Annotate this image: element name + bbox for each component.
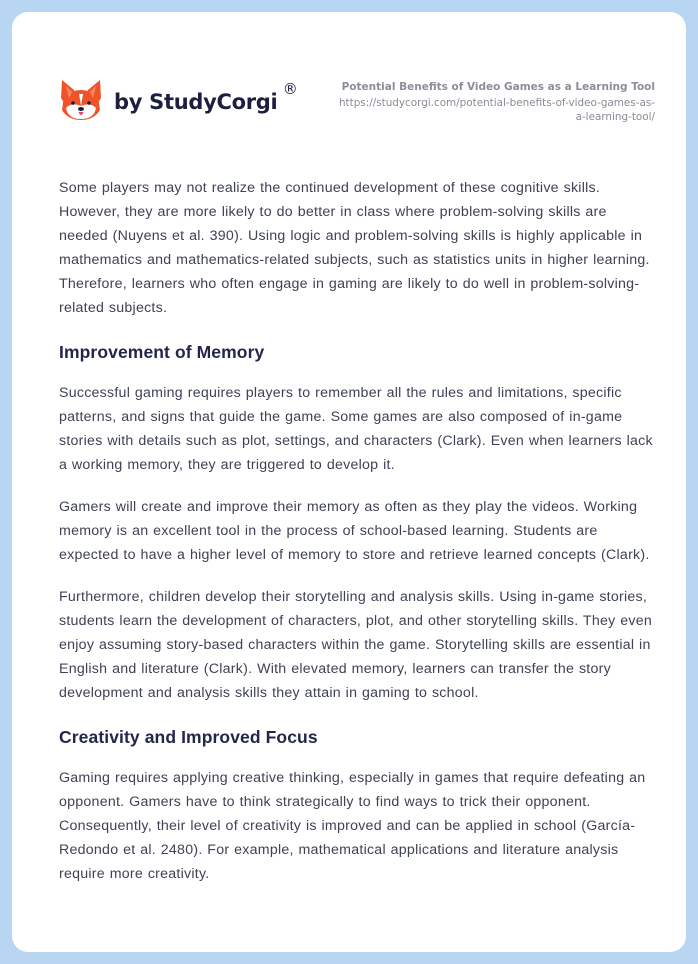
heading-creativity-and-focus: Creativity and Improved Focus: [59, 727, 318, 747]
logo-wordmark: [114, 80, 298, 114]
document-card: [12, 12, 686, 952]
registered-mark: ®: [282, 80, 298, 98]
document-url-line1: https://studycorgi.com/potential-benefits-of-video-games-as-: [338, 97, 655, 109]
paragraph-working-memory: Gamers will create and improve their memory as often as they play the videos. Working memory is an excellent tool in the process of school-based learning. Students are expected to have a higher level of memory to store and retrieve learned concepts (Clark).: [59, 499, 650, 563]
heading-improvement-of-memory: Improvement of Memory: [59, 342, 265, 362]
document-body: [59, 176, 659, 904]
document-header: [12, 12, 686, 162]
paragraph-creative-thinking: Gaming requires applying creative thinking, especially in games that require defeating an opponent. Gamers have to think strategically to find ways to trick their opponent. Consequently, their level of creativity is improved and can be applied in school (García-Redondo et al. 2480). For example, mathematical applications and literature analysis require more creativity.: [59, 770, 646, 882]
document-url[interactable]: [295, 96, 655, 124]
document-title: Potential Benefits of Video Games as a Learning Tool: [341, 81, 655, 93]
document-url-line2: a-learning-tool/: [575, 111, 655, 123]
paragraph-storytelling: Furthermore, children develop their storytelling and analysis skills. Using in-game stories, students learn the development of characters, plot, and other storytelling skills. They even enjoy assuming story-based characters within the game. Storytelling skills are essential in English and literature (Clark). With elevated memory, learners can transfer the story development and analysis skills they attain in gaming to school.: [59, 589, 653, 701]
paragraph-cognitive-skills: Some players may not realize the continued development of these cognitive skills. However, they are more likely to do better in class where problem-solving skills are needed (Nuyens et al. 390). Using logic and problem-solving skills is highly applicable in mathematics and mathematics-related subjects, such as statistics units in higher learning. Therefore, learners who often engage in gaming are likely to do well in problem-solving-related subjects.: [59, 180, 650, 316]
document-meta: [295, 80, 655, 124]
corgi-icon: [60, 76, 102, 122]
studycorgi-logo[interactable]: [60, 76, 298, 122]
paragraph-successful-gaming: Successful gaming requires players to remember all the rules and limitations, specific patterns, and signs that guide the game. Some games are also composed of in-game stories with details such as plot, settings, and characters (Clark). Even when learners lack a working memory, they are triggered to develop it.: [59, 385, 653, 473]
logo-text: by StudyCorgi: [114, 90, 278, 114]
